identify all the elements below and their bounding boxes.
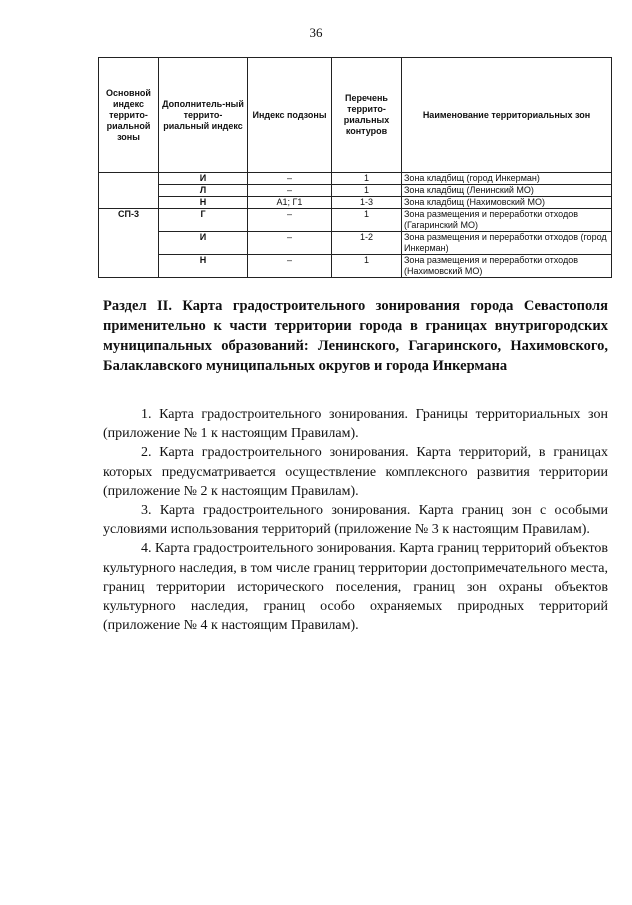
- subzone-cell: –: [248, 173, 332, 185]
- zone-name-cell: Зона кладбищ (Ленинский МО): [402, 185, 612, 197]
- table-header-row: [99, 58, 612, 173]
- extra-index-cell: Г: [159, 209, 248, 232]
- main-index-cell: СП-3: [99, 209, 159, 278]
- subzone-cell: –: [248, 255, 332, 278]
- subzone-cell: –: [248, 209, 332, 232]
- extra-index-cell: И: [159, 232, 248, 255]
- extra-index-cell: Л: [159, 185, 248, 197]
- list-item: 1. Карта градостроительного зонирования. Границы территориальных зон (приложение № 1 к настоящим Правилам).: [103, 407, 608, 442]
- page-number: 36: [309, 25, 323, 40]
- list-item: 4. Карта градостроительного зонирования. Карта границ территорий объектов культурного наследия, в том числе границ территории достопримечательного места, границ территории исторического поселения, границ зон охраны объектов культурного наследия, границ особо охраняемых природных территорий (приложение № 4 к настоящим Правилам).: [103, 541, 608, 634]
- subzone-cell: –: [248, 232, 332, 255]
- header-main-index: Основной индекс террито-риальной зоны: [99, 58, 159, 173]
- header-extra-index: Дополнитель-ный террито-риальный индекс: [159, 58, 248, 173]
- contours-cell: 1: [332, 209, 402, 232]
- section-heading: Раздел II. Карта градостроительного зонирования города Севастополя применительно к части территории города в границах внутригородских муниципальных образований: Ленинского, Гагаринского, Нахимовского, Балаклавского муниципальных округов и города Инкермана: [103, 298, 608, 374]
- header-contours: Перечень террито-риальных контуров: [332, 58, 402, 173]
- zones-table: [98, 57, 612, 278]
- zone-name-cell: Зона размещения и переработки отходов (Нахимовский МО): [402, 255, 612, 278]
- subzone-cell: А1; Г1: [248, 197, 332, 209]
- zone-name-cell: Зона размещения и переработки отходов (Гагаринский МО): [402, 209, 612, 232]
- contours-cell: 1-2: [332, 232, 402, 255]
- zone-name-cell: Зона кладбищ (Нахимовский МО): [402, 197, 612, 209]
- zone-name-cell: Зона кладбищ (город Инкерман): [402, 173, 612, 185]
- list-item: 3. Карта градостроительного зонирования. Карта границ зон с особыми условиями использования территорий (приложение № 3 к настоящим Правилам).: [103, 503, 608, 538]
- extra-index-cell: И: [159, 173, 248, 185]
- table-row: [99, 185, 612, 197]
- numbered-list: [103, 405, 608, 635]
- table-row: [99, 255, 612, 278]
- contours-cell: 1: [332, 173, 402, 185]
- header-zone-name: Наименование территориальных зон: [402, 58, 612, 173]
- extra-index-cell: Н: [159, 197, 248, 209]
- contours-cell: 1: [332, 255, 402, 278]
- extra-index-cell: Н: [159, 255, 248, 278]
- contours-cell: 1-3: [332, 197, 402, 209]
- main-index-cell: [99, 173, 159, 209]
- contours-cell: 1: [332, 185, 402, 197]
- table-row: [99, 197, 612, 209]
- header-subzone-index: Индекс подзоны: [248, 58, 332, 173]
- subzone-cell: –: [248, 185, 332, 197]
- table-row: [99, 209, 612, 232]
- table-row: [99, 232, 612, 255]
- list-item: 2. Карта градостроительного зонирования. Карта территорий, в границах которых предусматривается осуществление комплексного развития территории (приложение № 2 к настоящим Правилам).: [103, 445, 608, 499]
- table-row: [99, 173, 612, 185]
- zone-name-cell: Зона размещения и переработки отходов (город Инкерман): [402, 232, 612, 255]
